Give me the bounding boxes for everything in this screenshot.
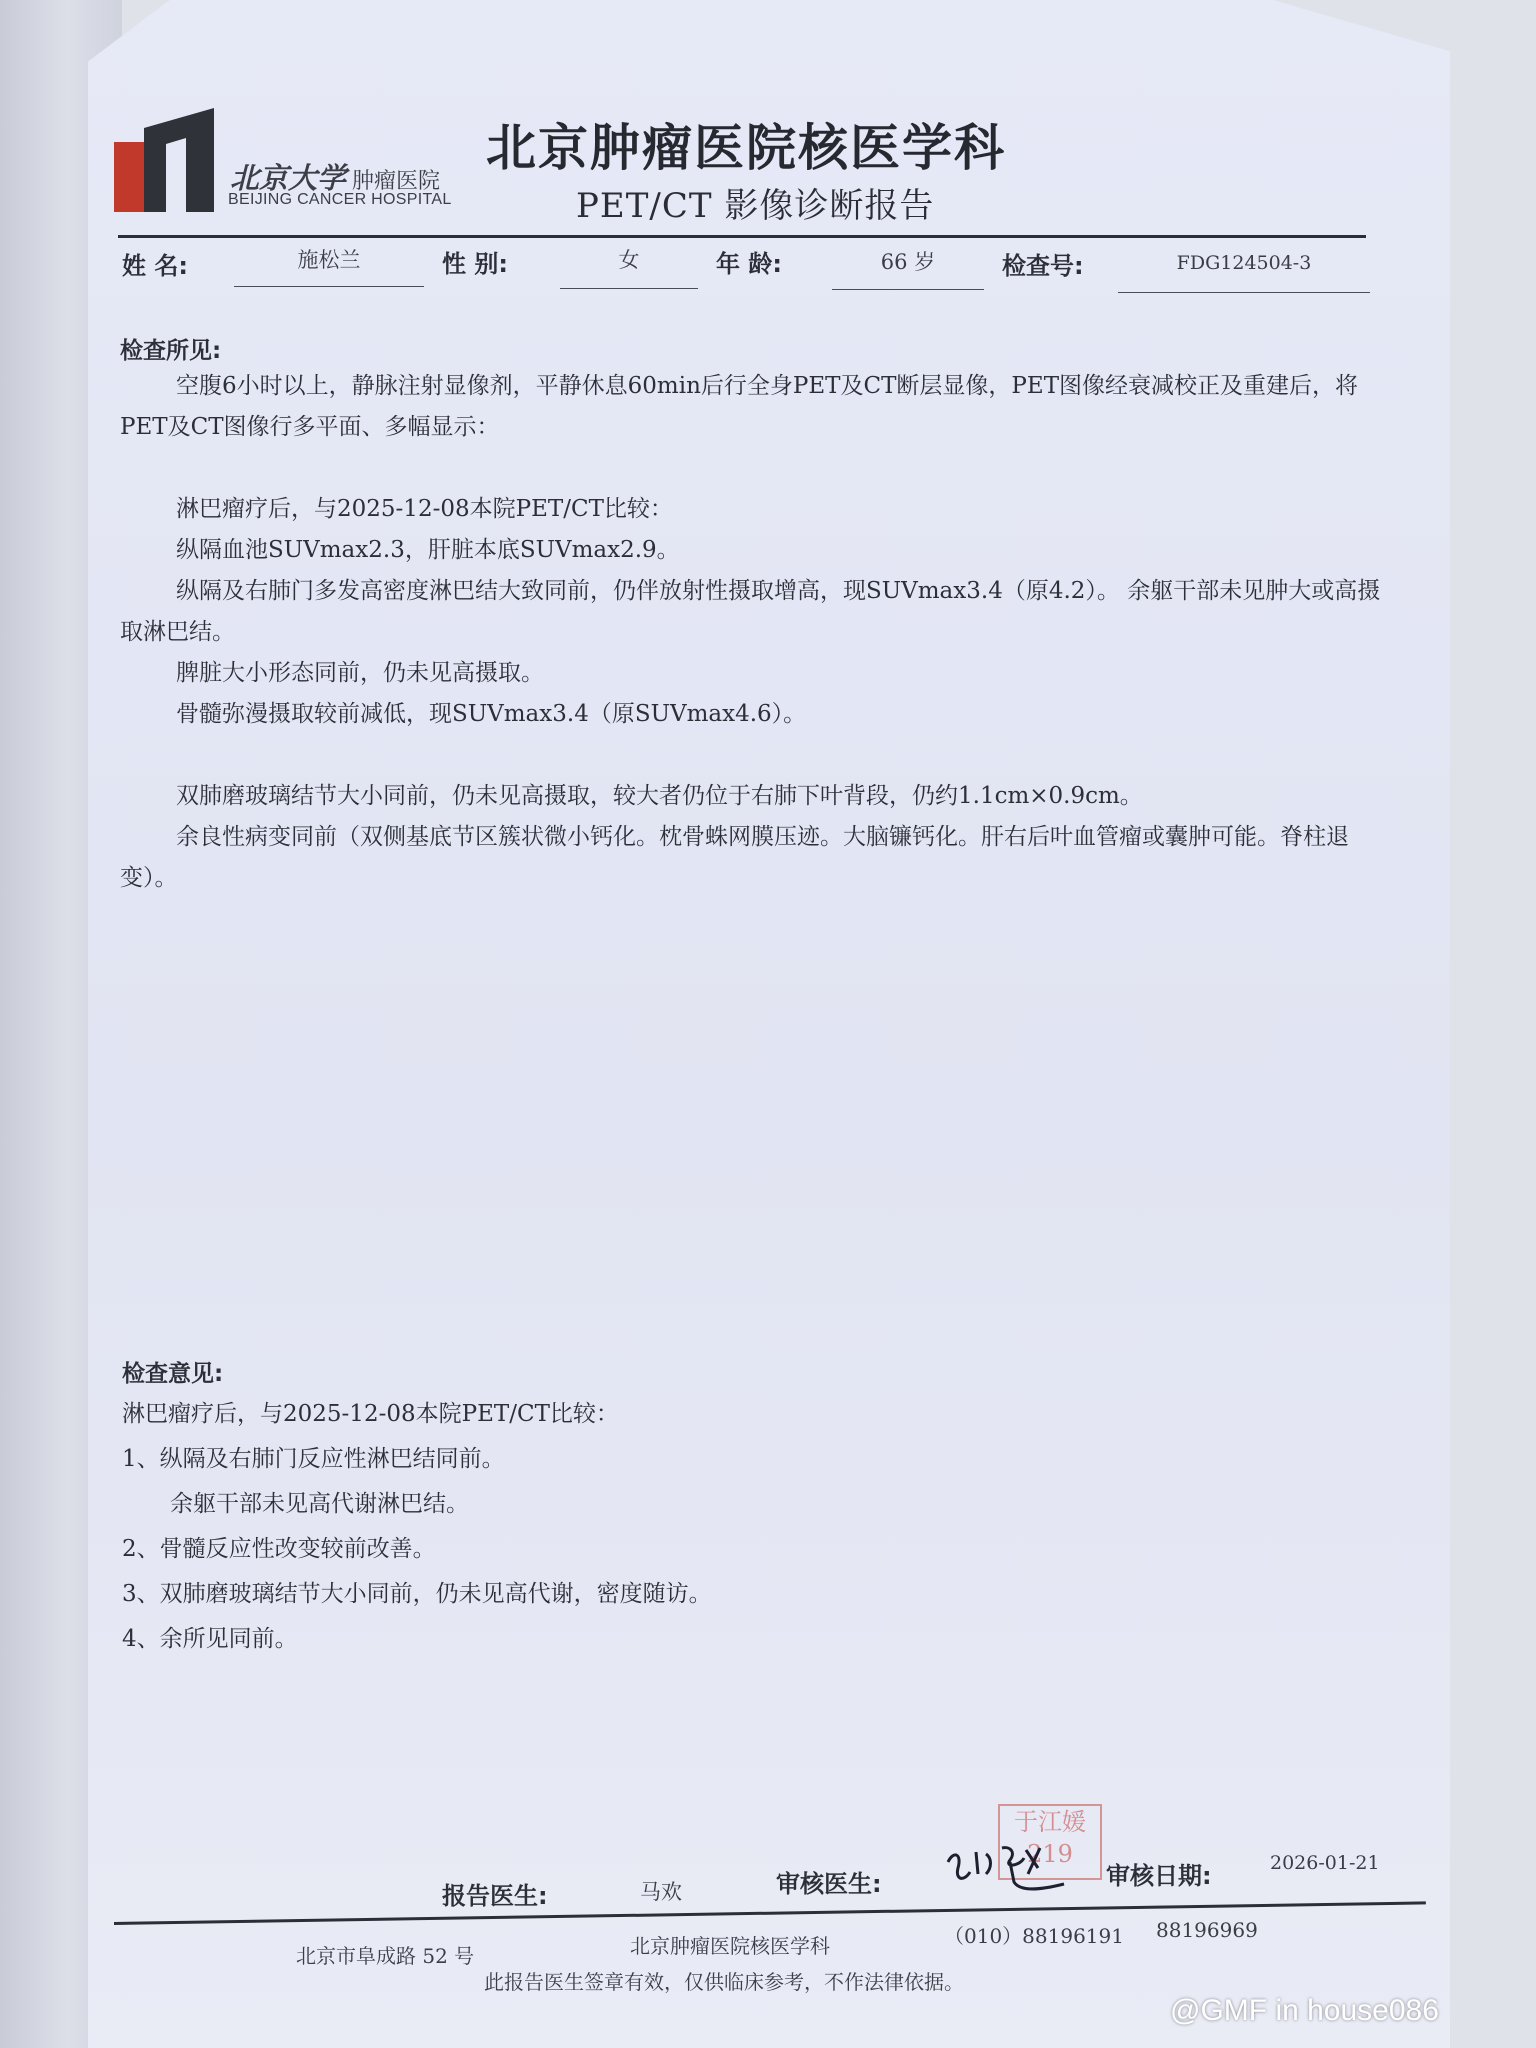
report-title: 北京肿瘤医院核医学科: [486, 119, 1006, 177]
phone-number-1: （010）88196191: [944, 1924, 1124, 1948]
findings-paragraph: 骨髓弥漫摄取较前减低，现SUVmax3.4（原SUVmax4.6）。: [176, 701, 807, 727]
watermark: @GMF in house086: [1170, 1994, 1439, 2027]
reviewer-label: 审核医生:: [776, 1870, 882, 1898]
findings-paragraph: 淋巴瘤疗后，与2025-12-08本院PET/CT比较：: [176, 496, 673, 522]
hospital-address: 北京市阜成路 52 号: [296, 1944, 475, 1968]
review-date: 2026-01-21: [1270, 1852, 1380, 1874]
findings-body: [120, 366, 1382, 899]
reporter-name: 马欢: [640, 1880, 682, 1904]
report-subtitle: PET/CT 影像诊断报告: [576, 186, 935, 226]
opinions-intro: 淋巴瘤疗后，与2025-12-08本院PET/CT比较：: [122, 1401, 619, 1427]
opinion-item: 3、双肺磨玻璃结节大小同前，仍未见高代谢，密度随访。: [122, 1581, 712, 1607]
opinion-item: 1、纵隔及右肺门反应性淋巴结同前。: [122, 1446, 505, 1472]
review-date-label: 审核日期:: [1106, 1862, 1212, 1890]
exam-no-underline: [1118, 292, 1370, 293]
findings-paragraph: 纵隔血池SUVmax2.3，肝脏本底SUVmax2.9。: [176, 537, 680, 563]
paragraph-gap: [120, 735, 1382, 776]
name-label: 姓 名:: [122, 252, 188, 280]
reporter-label: 报告医生:: [442, 1882, 548, 1910]
opinions-body: [122, 1392, 1322, 1662]
findings-paragraph: 双肺磨玻璃结节大小同前，仍未见高摄取，较大者仍位于右肺下叶背段，仍约1.1cm×0.9cm。: [176, 783, 1143, 809]
seal-code: 219: [1027, 1840, 1073, 1868]
findings-title: 检查所见:: [120, 338, 222, 364]
hospital-logo-icon: [114, 108, 214, 212]
phone-number-2: 88196969: [1156, 1918, 1258, 1942]
findings-paragraph: 空腹6小时以上，静脉注射显像剂，平静休息60min后行全身PET及CT断层显像，PET图像经衰减校正及重建后，将PET及CT图像行多平面、多幅显示：: [120, 373, 1359, 440]
seal-name: 于江媛: [1014, 1808, 1086, 1836]
age-underline: [832, 289, 984, 290]
hospital-name-text: 肿瘤医院: [352, 169, 441, 194]
validity-note: 此报告医生签章有效，仅供临床参考，不作法律依据。: [484, 1970, 964, 1994]
opinion-item: 2、骨髓反应性改变较前改善。: [122, 1536, 436, 1562]
name-underline: [234, 286, 424, 287]
findings-paragraph: 余良性病变同前（双侧基底节区簇状微小钙化。枕骨蛛网膜压迹。大脑镰钙化。肝右后叶血管瘤或囊肿可能。脊柱退变）。: [120, 824, 1349, 891]
age-label: 年 龄:: [716, 250, 782, 278]
findings-paragraph: 纵隔及右肺门多发高密度淋巴结大致同前，仍伴放射性摄取增高，现SUVmax3.4（原4.2）。 余躯干部未见肿大或高摄取淋巴结。: [120, 578, 1381, 645]
report-page: [88, 0, 1450, 2048]
opinion-subitem: 余躯干部未见高代谢淋巴结。: [170, 1491, 469, 1517]
opinions-title: 检查意见:: [122, 1361, 224, 1387]
handwritten-signature-icon: [940, 1838, 1080, 1898]
sex-underline: [560, 288, 698, 289]
findings-paragraph: 脾脏大小形态同前，仍未见高摄取。: [176, 660, 544, 686]
department-name: 北京肿瘤医院核医学科: [630, 1934, 830, 1958]
university-name-script: 北京大学: [230, 161, 347, 195]
sex-label: 性 别:: [442, 250, 508, 278]
exam-number: FDG124504-3: [1176, 252, 1312, 274]
patient-name: 施松兰: [297, 248, 361, 272]
opinion-item: 4、余所见同前。: [122, 1626, 298, 1652]
header-rule: [118, 235, 1366, 238]
patient-sex: 女: [618, 248, 640, 272]
hospital-name-en: BEIJING CANCER HOSPITAL: [228, 191, 452, 208]
patient-age: 66 岁: [880, 250, 936, 274]
exam-no-label: 检查号:: [1002, 252, 1084, 280]
paragraph-gap: [120, 448, 1382, 489]
